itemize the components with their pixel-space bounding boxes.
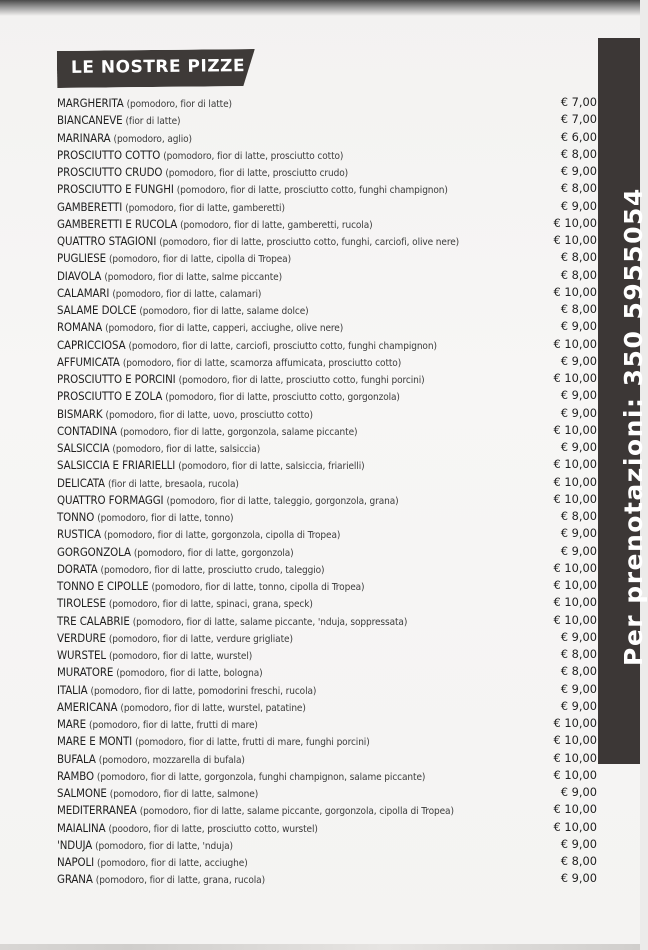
pizza-name-label: NAPOLI bbox=[57, 855, 95, 869]
list-item bbox=[57, 630, 597, 647]
pizza-price: € 9,00 bbox=[560, 405, 597, 420]
pizza-ingredients: (pomodoro, fior di latte, spinaci, grana, speck) bbox=[108, 599, 313, 611]
pizza-name-label: CAPRICCIOSA bbox=[57, 337, 126, 352]
pizza-ingredients: (fior di latte) bbox=[125, 116, 181, 128]
pizza-price: € 10,00 bbox=[553, 474, 597, 489]
pizza-name bbox=[57, 803, 454, 817]
pizza-price: € 10,00 bbox=[553, 371, 597, 385]
pizza-ingredients: (pomodoro, fior di latte, salame dolce) bbox=[139, 306, 309, 317]
pizza-ingredients: (pomodoro, fior di latte, tonno, cipolla di Tropea) bbox=[151, 582, 365, 593]
pizza-price: € 9,00 bbox=[560, 388, 597, 403]
pizza-ingredients: (pomodoro, fior di latte, prosciutto cotto, funghi champignon) bbox=[176, 185, 448, 197]
pizza-ingredients: (pomodoro, fior di latte, gamberetti, rucola) bbox=[180, 219, 373, 231]
pizza-name bbox=[57, 182, 448, 196]
pizza-name bbox=[57, 579, 364, 593]
pizza-price: € 8,00 bbox=[560, 302, 597, 316]
pizza-name-label: PUGLIESE bbox=[57, 251, 107, 266]
pizza-name bbox=[57, 838, 233, 852]
pizza-name-label: GAMBERETTI E RUCOLA bbox=[57, 216, 178, 231]
pizza-ingredients: (pomodoro, fior di latte, bologna) bbox=[116, 668, 263, 680]
pizza-ingredients: (pomodoro, fior di latte, salme piccante) bbox=[104, 271, 283, 283]
pizza-name-label: MARE E MONTI bbox=[57, 734, 133, 749]
pizza-price: € 9,00 bbox=[560, 353, 597, 368]
list-item bbox=[57, 647, 597, 664]
pizza-ingredients: (poodoro, fior di latte, prosciutto cotto, wurstel) bbox=[108, 823, 318, 835]
pizza-price: € 10,00 bbox=[553, 215, 597, 230]
pizza-price: € 7,00 bbox=[560, 112, 597, 127]
list-item bbox=[57, 682, 597, 699]
pizza-name-label: RAMBO bbox=[57, 768, 94, 783]
pizza-name bbox=[57, 665, 263, 679]
pizza-name-label: GORGONZOLA bbox=[57, 544, 131, 559]
list-item bbox=[57, 268, 597, 285]
pizza-ingredients: (pomodoro, fior di latte, frutti di mare) bbox=[89, 720, 258, 731]
pizza-ingredients: (pomodoro, fior di latte, salsiccia) bbox=[112, 444, 261, 455]
pizza-price: € 10,00 bbox=[553, 733, 597, 748]
pizza-name bbox=[57, 234, 459, 248]
pizza-price: € 8,00 bbox=[560, 181, 597, 196]
pizza-price: € 8,00 bbox=[560, 267, 597, 282]
list-item bbox=[57, 595, 597, 612]
pizza-ingredients: (pomodoro, fior di latte, salmone) bbox=[109, 789, 259, 800]
pizza-price: € 10,00 bbox=[553, 457, 597, 472]
pizza-ingredients: (pomodoro, fior di latte, salame piccante, 'nduja, soppressata) bbox=[132, 616, 408, 628]
list-item bbox=[57, 664, 597, 681]
pizza-name-label: PROSCIUTTO CRUDO bbox=[57, 165, 163, 179]
pizza-ingredients: (pomodoro, fior di latte, gorgonzola, salame piccante) bbox=[119, 426, 358, 438]
list-item bbox=[57, 751, 597, 768]
pizza-name bbox=[57, 389, 400, 403]
pizza-ingredients: (pomodoro, fior di latte, prosciutto crudo) bbox=[165, 168, 349, 179]
list-item bbox=[57, 578, 597, 595]
pizza-ingredients: (pomodoro, fior di latte, gamberetti) bbox=[125, 202, 285, 214]
pizza-price: € 10,00 bbox=[553, 767, 597, 782]
pizza-ingredients: (pomodoro, fior di latte, grana, rucola) bbox=[95, 875, 266, 887]
pizza-name-label: SALAME DOLCE bbox=[57, 303, 137, 317]
pizza-name bbox=[57, 441, 260, 455]
pizza-name bbox=[57, 200, 285, 214]
pizza-name-label: MARE bbox=[57, 717, 87, 731]
pizza-price: € 9,00 bbox=[560, 543, 597, 558]
page-top-shadow bbox=[0, 0, 640, 16]
pizza-name-label: QUATTRO STAGIONI bbox=[57, 234, 157, 248]
pizza-name bbox=[57, 217, 373, 231]
list-item bbox=[57, 181, 597, 198]
pizza-price: € 9,00 bbox=[560, 198, 597, 213]
pizza-name-label: QUATTRO FORMAGGI bbox=[57, 492, 164, 507]
pizza-name-label: AFFUMICATA bbox=[57, 354, 120, 369]
list-item bbox=[57, 457, 597, 474]
pizza-name bbox=[57, 510, 233, 524]
list-item bbox=[57, 526, 597, 543]
pizza-name-label: AMERICANA bbox=[57, 699, 118, 714]
list-item bbox=[57, 95, 597, 112]
pizza-price: € 9,00 bbox=[560, 629, 597, 644]
pizza-name bbox=[57, 562, 324, 576]
pizza-ingredients: (pomodoro, fior di latte, salame piccante, gorgonzola, cipolla di Tropea) bbox=[139, 806, 454, 818]
pizza-name bbox=[57, 527, 340, 541]
pizza-ingredients: (pomodoro, fior di latte, wurstel) bbox=[109, 651, 253, 662]
pizza-ingredients: (pomodoro, fior di latte, capperi, acciughe, olive nere) bbox=[105, 323, 344, 335]
pizza-price: € 8,00 bbox=[560, 509, 597, 523]
pizza-name-label: TRE CALABRIE bbox=[57, 613, 130, 628]
list-item bbox=[57, 147, 597, 164]
pizza-name-label: MEDITERRANEA bbox=[57, 803, 137, 818]
pizza-name-label: GAMBERETTI bbox=[57, 199, 123, 214]
pizza-price: € 10,00 bbox=[553, 750, 597, 765]
page-bottom-edge bbox=[0, 944, 640, 950]
pizza-name bbox=[57, 855, 248, 869]
list-item bbox=[57, 388, 597, 405]
pizza-name-label: CALAMARI bbox=[57, 285, 110, 300]
pizza-price: € 8,00 bbox=[560, 854, 597, 868]
list-item bbox=[57, 164, 597, 181]
pizza-name-label: GRANA bbox=[57, 872, 93, 887]
pizza-name bbox=[57, 493, 399, 507]
pizza-name bbox=[57, 251, 291, 265]
pizza-name bbox=[57, 717, 258, 731]
list-item bbox=[57, 785, 597, 802]
pizza-name-label: PROSCIUTTO E ZOLA bbox=[57, 389, 163, 404]
list-item bbox=[57, 802, 597, 819]
pizza-ingredients: (fior di latte, bresaola, rucola) bbox=[107, 478, 239, 490]
list-item bbox=[57, 768, 597, 785]
pizza-price: € 9,00 bbox=[560, 440, 597, 454]
pizza-name-label: TONNO bbox=[57, 510, 95, 524]
pizza-ingredients: (pomodoro, fior di latte, scamorza affumicata, prosciutto cotto) bbox=[122, 357, 402, 369]
pizza-ingredients: (pomodoro, fior di latte, pomodorini freschi, rucola) bbox=[90, 685, 317, 697]
pizza-name bbox=[57, 165, 348, 179]
pizza-price: € 10,00 bbox=[553, 336, 597, 351]
list-item bbox=[57, 492, 597, 509]
pizza-price: € 9,00 bbox=[560, 526, 597, 541]
pizza-name-label: BIANCANEVE bbox=[57, 113, 123, 128]
list-item bbox=[57, 440, 597, 457]
pizza-price: € 10,00 bbox=[553, 819, 597, 834]
list-item bbox=[57, 250, 597, 267]
pizza-name bbox=[57, 700, 306, 714]
list-item bbox=[57, 371, 597, 388]
pizza-ingredients: (pomodoro, fior di latte, gorgonzola, cipolla di Tropea) bbox=[103, 530, 341, 542]
list-item bbox=[57, 233, 597, 250]
pizza-name bbox=[57, 648, 252, 662]
pizza-name bbox=[57, 596, 313, 610]
pizza-ingredients: (pomodoro, fior di latte, 'nduja) bbox=[95, 840, 233, 852]
pizza-name-label: MURATORE bbox=[57, 665, 114, 680]
list-item bbox=[57, 733, 597, 750]
pizza-ingredients: (pomodoro, fior di latte, tonno) bbox=[97, 513, 234, 524]
list-item bbox=[57, 509, 597, 526]
pizza-ingredients: (pomodoro, fior di latte, carciofi, prosciutto cotto, funghi champignon) bbox=[128, 340, 437, 352]
pizza-name-label: PROSCIUTTO E PORCINI bbox=[57, 372, 176, 386]
pizza-name bbox=[57, 769, 425, 783]
pizza-ingredients: (pomodoro, fior di latte, salsiccia, friarielli) bbox=[178, 461, 365, 473]
pizza-price: € 10,00 bbox=[553, 595, 597, 610]
pizza-price: € 9,00 bbox=[560, 319, 597, 334]
pizza-ingredients: (pomodoro, fior di latte, uovo, prosciutto cotto) bbox=[105, 409, 313, 421]
pizza-name-label: MARINARA bbox=[57, 130, 111, 145]
pizza-name bbox=[57, 113, 180, 127]
pizza-name bbox=[57, 872, 265, 886]
list-item bbox=[57, 820, 597, 837]
pizza-ingredients: (pomodoro, fior di latte, gorgonzola, funghi champignon, salame piccante) bbox=[96, 771, 426, 783]
pizza-price: € 10,00 bbox=[553, 233, 597, 247]
pizza-ingredients: (pomodoro, fior di latte, prosciutto cotto, gorgonzola) bbox=[165, 392, 400, 404]
pizza-name bbox=[57, 821, 318, 835]
pizza-ingredients: (pomodoro, aglio) bbox=[113, 133, 192, 145]
pizza-name bbox=[57, 458, 365, 472]
list-item bbox=[57, 216, 597, 233]
list-item bbox=[57, 871, 597, 888]
pizza-name bbox=[57, 372, 425, 386]
pizza-ingredients: (pomodoro, fior di latte, cipolla di Tropea) bbox=[109, 254, 291, 266]
side-banner-text: Per prenotazioni: 350 5955054 bbox=[619, 187, 648, 666]
pizza-name-label: MARGHERITA bbox=[57, 96, 124, 110]
pizza-price: € 7,00 bbox=[560, 95, 597, 109]
pizza-ingredients: (pomodoro, fior di latte) bbox=[126, 99, 232, 110]
list-item bbox=[57, 285, 597, 302]
pizza-name bbox=[57, 786, 258, 800]
pizza-name-label: DIAVOLA bbox=[57, 268, 102, 283]
pizza-name bbox=[57, 424, 357, 438]
pizza-name bbox=[57, 131, 192, 145]
pizza-ingredients: (pomodoro, mozzarella di bufala) bbox=[98, 754, 245, 766]
pizza-name-label: SALSICCIA bbox=[57, 441, 110, 455]
list-item bbox=[57, 130, 597, 147]
list-item bbox=[57, 561, 597, 578]
list-item bbox=[57, 199, 597, 216]
list-item bbox=[57, 716, 597, 733]
pizza-name bbox=[57, 303, 309, 317]
list-item bbox=[57, 613, 597, 630]
pizza-ingredients: (pomodoro, fior di latte, prosciutto cotto, funghi, carciofi, olive nere) bbox=[159, 237, 460, 248]
pizza-price: € 10,00 bbox=[553, 422, 597, 437]
page-title: LE NOSTRE PIZZE bbox=[70, 56, 246, 78]
pizza-ingredients: (pomodoro, fior di latte, prosciutto crudo, taleggio) bbox=[100, 564, 325, 576]
pizza-name-label: PROSCIUTTO E FUNGHI bbox=[57, 182, 174, 197]
list-item bbox=[57, 544, 597, 561]
pizza-price: € 8,00 bbox=[560, 664, 597, 679]
pizza-price: € 10,00 bbox=[553, 284, 597, 299]
pizza-ingredients: (pomodoro, fior di latte, frutti di mare, funghi porcini) bbox=[135, 737, 370, 749]
pizza-price: € 9,00 bbox=[560, 836, 597, 851]
pizza-name bbox=[57, 269, 282, 283]
list-item bbox=[57, 837, 597, 854]
pizza-name-label: DORATA bbox=[57, 561, 98, 576]
pizza-list bbox=[57, 95, 597, 889]
pizza-name-label: MAIALINA bbox=[57, 820, 106, 835]
list-item bbox=[57, 319, 597, 336]
list-item bbox=[57, 302, 597, 319]
list-item bbox=[57, 406, 597, 423]
pizza-price: € 9,00 bbox=[560, 681, 597, 696]
pizza-name-label: CONTADINA bbox=[57, 423, 117, 438]
pizza-ingredients: (pomodoro, fior di latte, prosciutto cotto, funghi porcini) bbox=[178, 375, 425, 386]
list-item bbox=[57, 475, 597, 492]
pizza-name-label: RUSTICA bbox=[57, 527, 101, 542]
pizza-price: € 9,00 bbox=[560, 698, 597, 713]
pizza-name bbox=[57, 96, 232, 110]
pizza-price: € 10,00 bbox=[553, 802, 597, 817]
pizza-ingredients: (pomodoro, fior di latte, acciughe) bbox=[97, 858, 248, 869]
pizza-price: € 9,00 bbox=[560, 785, 597, 799]
pizza-name-label: TIROLESE bbox=[57, 596, 106, 611]
pizza-name bbox=[57, 683, 316, 697]
pizza-name-label: SALMONE bbox=[57, 786, 107, 800]
pizza-name-label: TONNO E CIPOLLE bbox=[57, 579, 149, 593]
pizza-name bbox=[57, 734, 370, 748]
pizza-name bbox=[57, 614, 407, 628]
pizza-price: € 9,00 bbox=[560, 871, 597, 886]
pizza-name bbox=[57, 320, 343, 334]
pizza-name-label: ROMANA bbox=[57, 320, 103, 335]
pizza-price: € 9,00 bbox=[560, 164, 597, 178]
list-item bbox=[57, 423, 597, 440]
pizza-ingredients: (pomodoro, fior di latte, verdure grigliate) bbox=[108, 633, 293, 645]
pizza-name-label: BISMARK bbox=[57, 406, 103, 421]
pizza-name bbox=[57, 407, 313, 421]
pizza-name bbox=[57, 631, 293, 645]
pizza-name bbox=[57, 752, 245, 766]
list-item bbox=[57, 854, 597, 871]
pizza-price: € 6,00 bbox=[560, 129, 597, 144]
pizza-price: € 10,00 bbox=[553, 560, 597, 575]
pizza-ingredients: (pomodoro, fior di latte, wurstel, patatine) bbox=[120, 702, 306, 714]
pizza-price: € 8,00 bbox=[560, 647, 597, 661]
pizza-price: € 8,00 bbox=[560, 250, 597, 265]
pizza-name bbox=[57, 545, 294, 559]
list-item bbox=[57, 112, 597, 129]
pizza-name bbox=[57, 338, 437, 352]
list-item bbox=[57, 354, 597, 371]
pizza-name-label: 'NDUJA bbox=[57, 837, 93, 852]
pizza-name bbox=[57, 148, 343, 162]
pizza-ingredients: (pomodoro, fior di latte, taleggio, gorgonzola, grana) bbox=[166, 495, 399, 507]
pizza-name bbox=[57, 286, 261, 300]
pizza-name-label: BUFALA bbox=[57, 751, 96, 766]
pizza-name-label: ITALIA bbox=[57, 682, 88, 697]
pizza-name bbox=[57, 355, 401, 369]
pizza-price: € 10,00 bbox=[553, 578, 597, 592]
list-item bbox=[57, 699, 597, 716]
pizza-name-label: WURSTEL bbox=[57, 648, 107, 662]
pizza-name-label: VERDURE bbox=[57, 630, 106, 645]
pizza-ingredients: (pomodoro, fior di latte, prosciutto cotto) bbox=[163, 150, 344, 162]
pizza-ingredients: (pomodoro, fior di latte, calamari) bbox=[112, 288, 262, 300]
pizza-price: € 10,00 bbox=[553, 491, 597, 506]
pizza-name-label: DELICATA bbox=[57, 475, 105, 490]
pizza-price: € 10,00 bbox=[553, 716, 597, 730]
list-item bbox=[57, 337, 597, 354]
pizza-ingredients: (pomodoro, fior di latte, gorgonzola) bbox=[133, 547, 294, 559]
pizza-price: € 10,00 bbox=[553, 612, 597, 627]
pizza-name-label: SALSICCIA E FRIARIELLI bbox=[57, 458, 176, 473]
pizza-price: € 8,00 bbox=[560, 146, 597, 161]
pizza-name bbox=[57, 476, 239, 490]
pizza-name-label: PROSCIUTTO COTTO bbox=[57, 147, 161, 162]
